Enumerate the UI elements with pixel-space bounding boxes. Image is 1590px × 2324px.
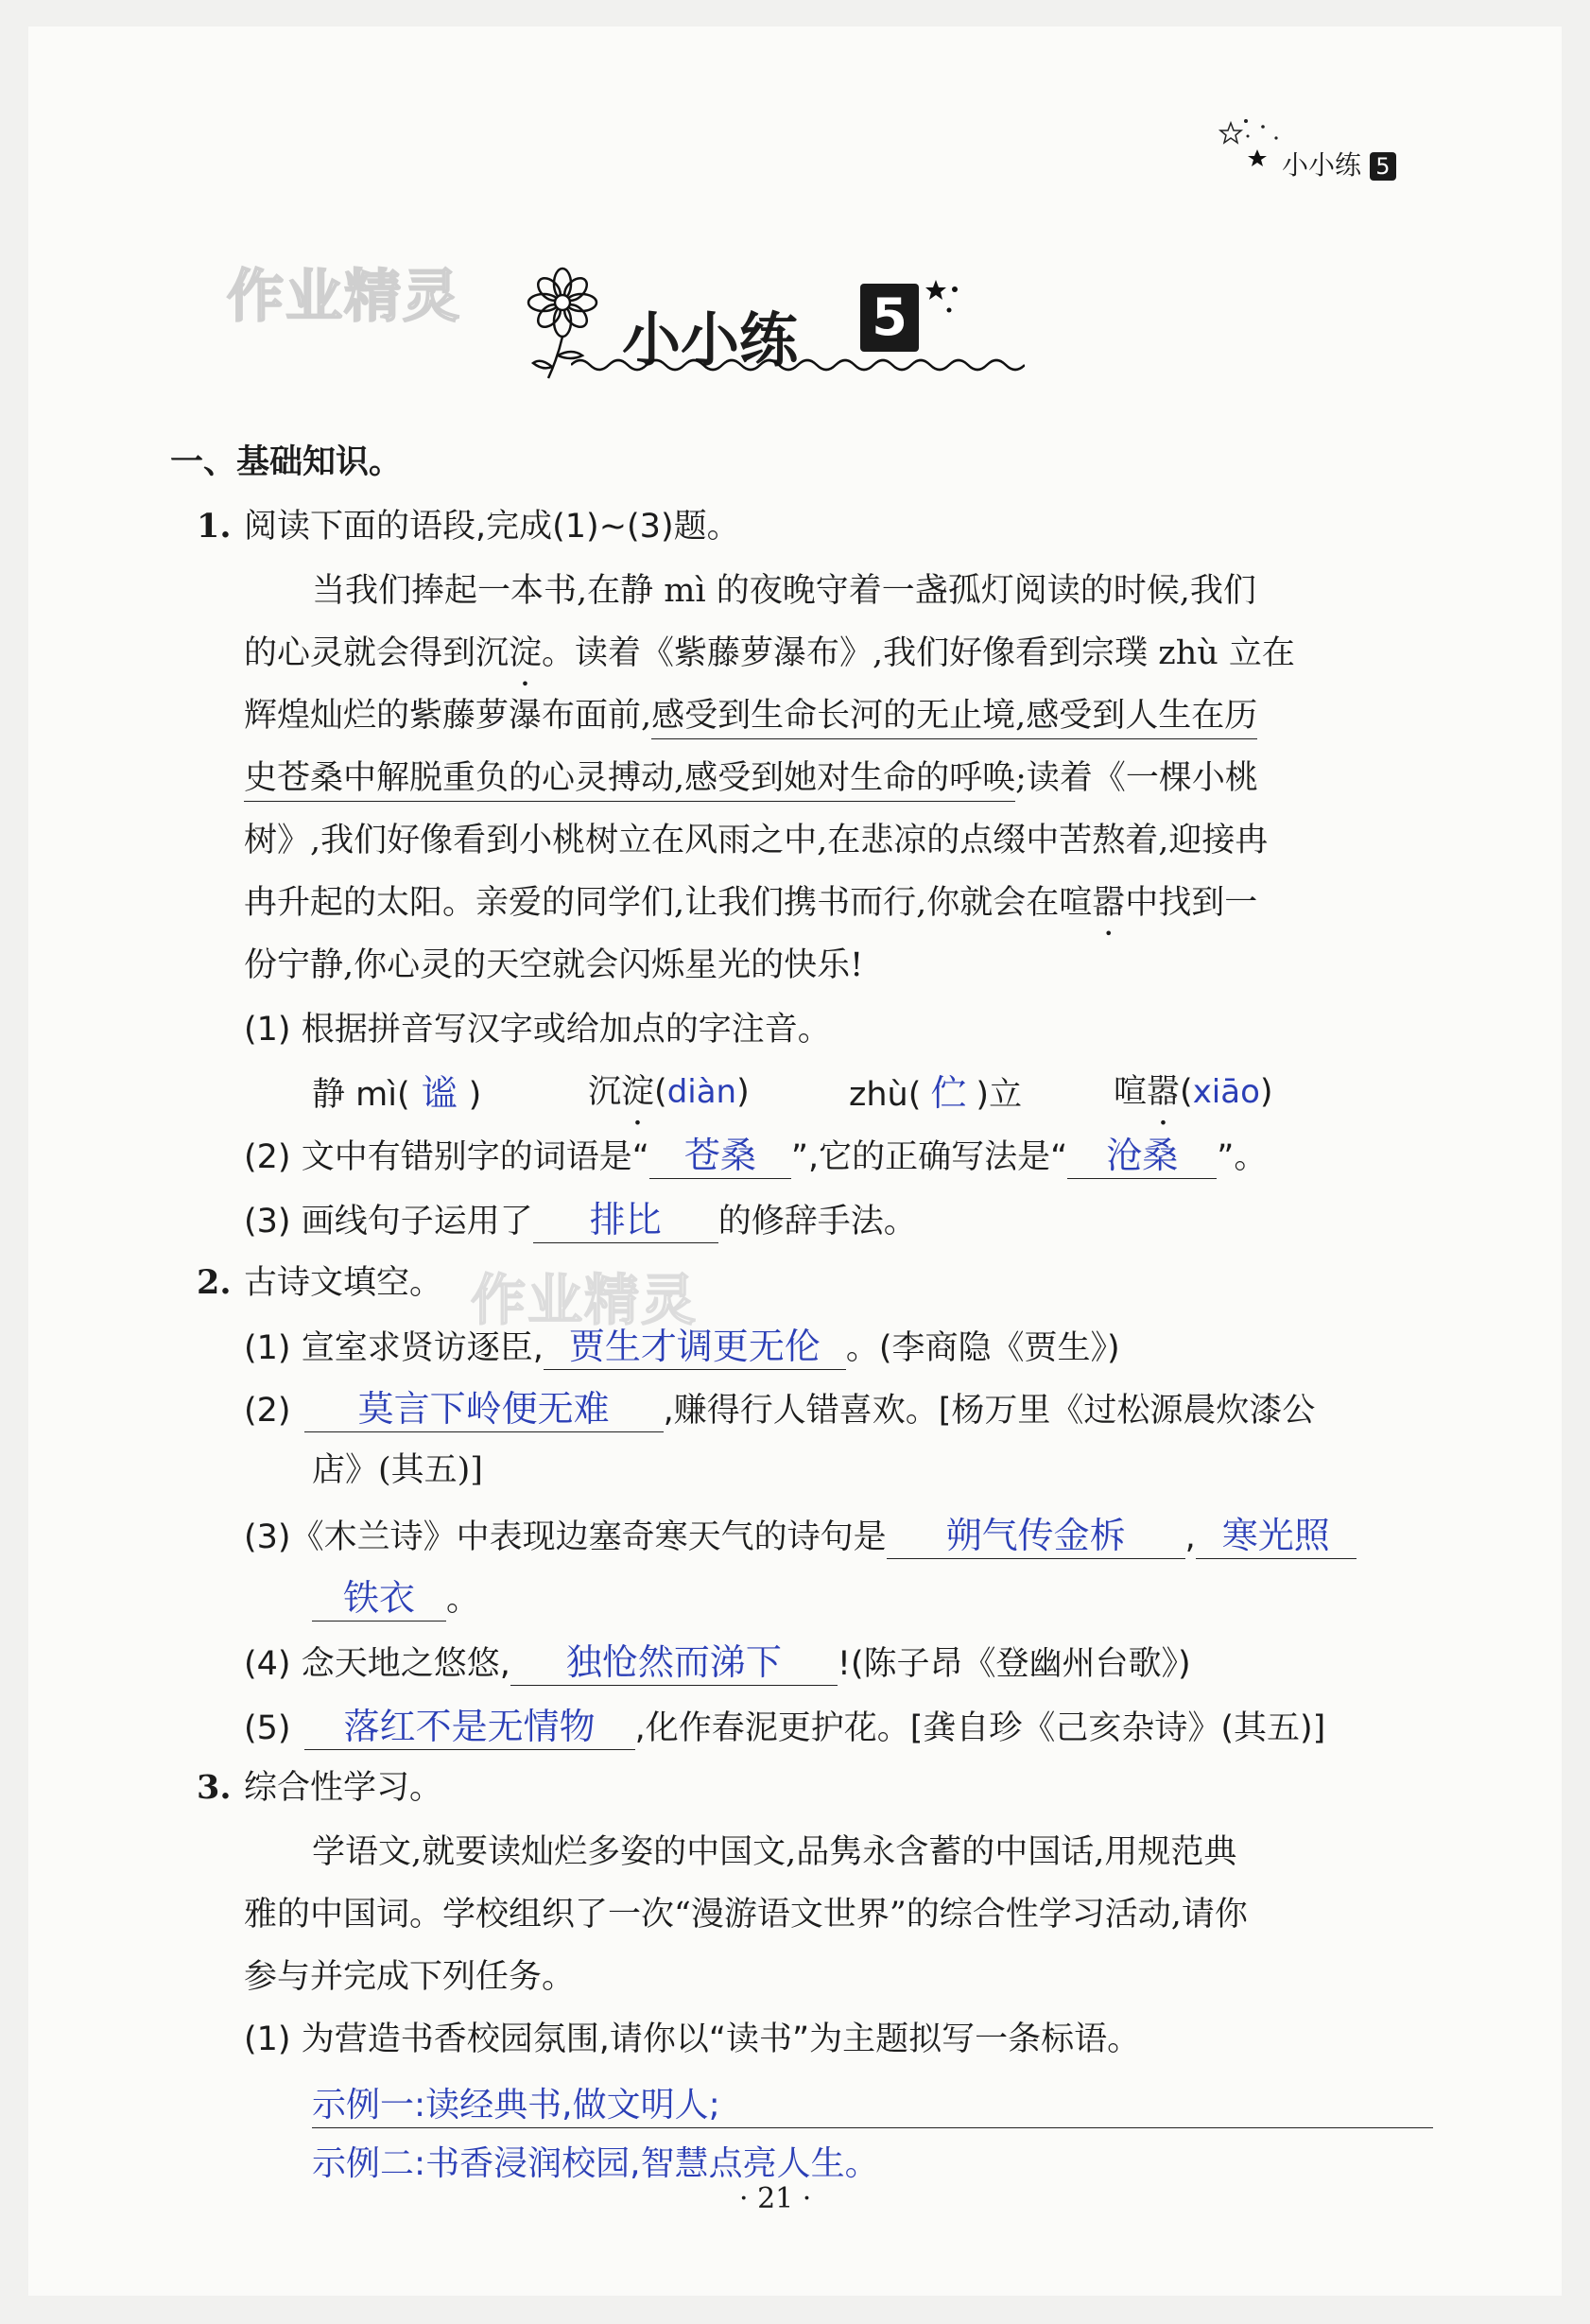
answer-text: 谧 xyxy=(421,1072,458,1114)
answer-text: 伫 xyxy=(930,1072,967,1114)
q1-para-line-5: 树》,我们好像看到小桃树立在风雨之中,在悲凉的点缀中苦熬着,迎接冉 xyxy=(244,822,1269,859)
answer-blank: 莫言下岭便无难 xyxy=(304,1388,664,1432)
q1-sub1-b: 沉淀(diàn) xyxy=(588,1073,750,1111)
q2-prompt: 古诗文填空。 xyxy=(244,1264,443,1302)
dotted-char: 淀 xyxy=(509,634,543,672)
q2-sub3: (3)《木兰诗》中表现边塞奇寒天气的诗句是 朔气传金柝 , 寒光照 xyxy=(244,1515,1357,1559)
q3-para-line-1: 学语文,就要读灿烂多姿的中国文,品隽永含蓄的中国话,用规范典 xyxy=(312,1833,1237,1871)
q3-sub1-prompt: (1) 为营造书香校园氛围,请你以“读书”为主题拟写一条标语。 xyxy=(244,2020,1141,2058)
q3-answer-line-1: 示例一:读经典书,做文明人; xyxy=(312,2086,720,2125)
q1-sub1-d: 喧嚣(xiāo) xyxy=(1114,1073,1273,1111)
answer-blank: 排比 xyxy=(533,1199,718,1243)
underlined-sentence: 感受到生命长河的无止境,感受到人生在历 xyxy=(651,697,1257,739)
star-decoration-icon xyxy=(1218,117,1284,178)
section-heading-basic: 一、基础知识。 xyxy=(170,443,403,481)
q2-sub2-cont: 店》(其五)] xyxy=(312,1451,483,1489)
answer-blank: 苍桑 xyxy=(649,1135,791,1179)
dotted-char: 嚣 xyxy=(1092,884,1126,922)
answer-text: diàn xyxy=(666,1073,737,1111)
watermark: 作业精灵 xyxy=(227,264,461,330)
worksheet-page xyxy=(28,26,1562,2296)
answer-blank: 独怆然而涕下 xyxy=(510,1641,838,1686)
q1-prompt: 阅读下面的语段,完成(1)~(3)题。 xyxy=(244,508,740,546)
q1-sub1-c: zhù( 伫 )立 xyxy=(849,1072,1023,1114)
header-label: 小小练 5 xyxy=(1282,149,1396,182)
q2-sub3-cont: 铁衣 。 xyxy=(312,1577,479,1622)
header-number-badge: 5 xyxy=(1370,152,1396,181)
page-title: 小小练 xyxy=(622,305,799,374)
q1-para-line-1: 当我们捧起一本书,在静 mì 的夜晚守着一盏孤灯阅读的时候,我们 xyxy=(312,572,1256,610)
underlined-sentence: 史苍桑中解脱重负的心灵搏动,感受到她对生命的呼唤 xyxy=(244,759,1015,802)
q1-para-line-7: 份宁静,你心灵的天空就会闪烁星光的快乐! xyxy=(244,946,864,984)
answer-blank: 落红不是无情物 xyxy=(304,1706,635,1750)
q1-para-line-6: 冉升起的太阳。亲爱的同学们,让我们携书而行,你就会在喧嚣中找到一 xyxy=(244,884,1258,922)
q1-sub3: (3) 画线句子运用了 排比 的修辞手法。 xyxy=(244,1199,917,1243)
watermark-2: 作业精灵 xyxy=(471,1268,699,1332)
answer-blank: 贾生才调更无伦 xyxy=(544,1326,846,1370)
answer-blank: 朔气传金柝 xyxy=(887,1515,1185,1559)
q2-number: 2. xyxy=(197,1263,232,1302)
answer-blank: 沧桑 xyxy=(1067,1135,1217,1179)
title-wave-divider xyxy=(571,354,1025,380)
q1-sub1-a: 静 mì( 谧 ) xyxy=(312,1072,482,1114)
q1-sub2: (2) 文中有错别字的词语是“ 苍桑 ”,它的正确写法是“ 沧桑 ”。 xyxy=(244,1135,1267,1179)
answer-blank: 寒光照 xyxy=(1196,1515,1357,1559)
q3-answer-line-2: 示例二:书香浸润校园,智慧点亮人生。 xyxy=(312,2144,879,2183)
q3-para-line-2: 雅的中国词。学校组织了一次“漫游语文世界”的综合性学习活动,请你 xyxy=(244,1896,1248,1934)
title-number-badge: 5 xyxy=(860,284,919,352)
q1-sub1-prompt: (1) 根据拼音写汉字或给加点的字注音。 xyxy=(244,1011,831,1049)
q1-para-line-4: 史苍桑中解脱重负的心灵搏动,感受到她对生命的呼唤;读着《一棵小桃 xyxy=(244,758,1258,798)
answer-text: xiāo xyxy=(1192,1073,1260,1111)
q1-number: 1. xyxy=(197,507,232,546)
q1-para-line-3: 辉煌灿烂的紫藤萝瀑布面前,感受到生命长河的无止境,感受到人生在历 xyxy=(244,696,1257,736)
q1-para-line-2: 的心灵就会得到沉淀。读着《紫藤萝瀑布》,我们好像看到宗璞 zhù 立在 xyxy=(244,634,1295,672)
q2-sub1: (1) 宣室求贤访逐臣, 贾生才调更无伦 。(李商隐《贾生》) xyxy=(244,1326,1120,1370)
q2-sub5: (5) 落红不是无情物 ,化作春泥更护花。[龚自珍《己亥杂诗》(其五)] xyxy=(244,1706,1325,1750)
page-number: · 21 · xyxy=(739,2182,812,2215)
q3-para-line-3: 参与并完成下列任务。 xyxy=(244,1958,576,1996)
q3-number: 3. xyxy=(197,1768,232,1807)
q3-prompt: 综合性学习。 xyxy=(244,1769,443,1807)
title-sparkle-icon xyxy=(923,272,970,333)
q2-sub2: (2) 莫言下岭便无难 ,赚得行人错喜欢。[杨万里《过松源晨炊漆公 xyxy=(244,1388,1315,1432)
answer-blank: 铁衣 xyxy=(312,1577,446,1622)
q2-sub4: (4) 念天地之悠悠, 独怆然而涕下 !(陈子昂《登幽州台歌》) xyxy=(244,1641,1191,1686)
answer-rule xyxy=(312,2127,1433,2128)
